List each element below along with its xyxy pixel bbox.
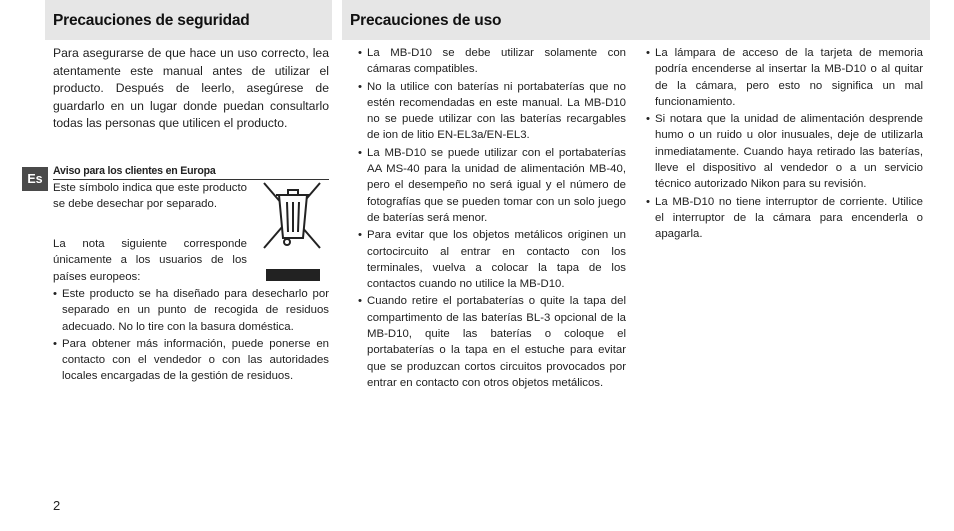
list-item: • Para evitar que los objetos metálicos originen un cortocircuito al entrar en contacto con los terminales, vuelva a colocar la tapa de los contactos cuando no utilice la MB-D10. xyxy=(358,229,626,291)
list-item: • La MB-D10 se puede utilizar con el portabaterías AA MS-40 para la unidad de alimentación MB-40, pero el desempeño no será igual y el número de fotografías que se pueden tomar con un solo juego de baterías será menor. xyxy=(358,146,626,224)
safety-title: Precauciones de seguridad xyxy=(53,12,250,29)
symbol-description: Este símbolo indica que este producto se debe desechar por separado. xyxy=(53,182,247,211)
language-tab: Es xyxy=(22,167,48,191)
usage-bullet-list-col1 xyxy=(358,45,626,392)
usage-bullet-list-col2 xyxy=(646,45,923,244)
list-item: • La MB-D10 no tiene interruptor de corriente. Utilice el interruptor de la cámara para encenderla o apagarla. xyxy=(646,195,923,241)
section-header-usage xyxy=(342,0,930,40)
section-header-safety xyxy=(45,0,332,40)
intro-paragraph: Para asegurarse de que hace un uso correcto, lea atentamente este manual antes de utilizar el producto. Después de leerlo, asegúrese de guardarlo en un lugar donde puedan consultarlo todas las personas que utilicen el producto. xyxy=(53,46,329,131)
list-item: • La lámpara de acceso de la tarjeta de memoria podría encenderse al insertar la MB-D10 o al quitar de la cámara, pero esto no significa un mal funcionamiento. xyxy=(646,47,923,108)
list-item: • No la utilice con baterías ni portabaterías que no estén recomendadas en este manual. La MB-D10 no se puede utilizar con las baterías recargables de ion de litio EN-EL3a/EN-EL3. xyxy=(358,80,626,142)
page-number: 2 xyxy=(53,498,61,513)
list-item: • Este producto se ha diseñado para desecharlo por separado en un punto de recogida de residuos adecuado. No lo tire con la basura doméstica. xyxy=(53,288,329,333)
list-item: • Cuando retire el portabaterías o quite la tapa del compartimento de las baterías BL-3 opcional de la MB-D10, quite las baterías o coloque el portabaterías o la tapa en el estuche para evitar que se produzcan cortos circuitos provocados por entrar en contacto con otros objetos metálicos. xyxy=(358,295,626,389)
list-item: • Si notara que la unidad de alimentación desprende humo o un ruido u olor inusuales, deje de utilizarla inmediatamente. Cuando haya retirado las baterías, lleve el dispositivo al vendedor o a un servicio técnico autorizado Nikon para su revisión. xyxy=(646,113,923,191)
list-item: • Para obtener más información, puede ponerse en contacto con el vendedor o con las autoridades locales encargadas de la gestión de residuos. xyxy=(53,337,329,383)
usage-title: Precauciones de uso xyxy=(350,12,502,29)
europe-bullet-list xyxy=(53,286,329,386)
crossed-out-wheelie-bin-icon xyxy=(262,180,324,283)
list-item: • La MB-D10 se debe utilizar solamente con cámaras compatibles. xyxy=(358,47,626,76)
europe-notice-heading: Aviso para los clientes en Europa xyxy=(53,164,329,180)
european-note: La nota siguiente corresponde únicamente a los usuarios de los países europeos: xyxy=(53,238,247,283)
